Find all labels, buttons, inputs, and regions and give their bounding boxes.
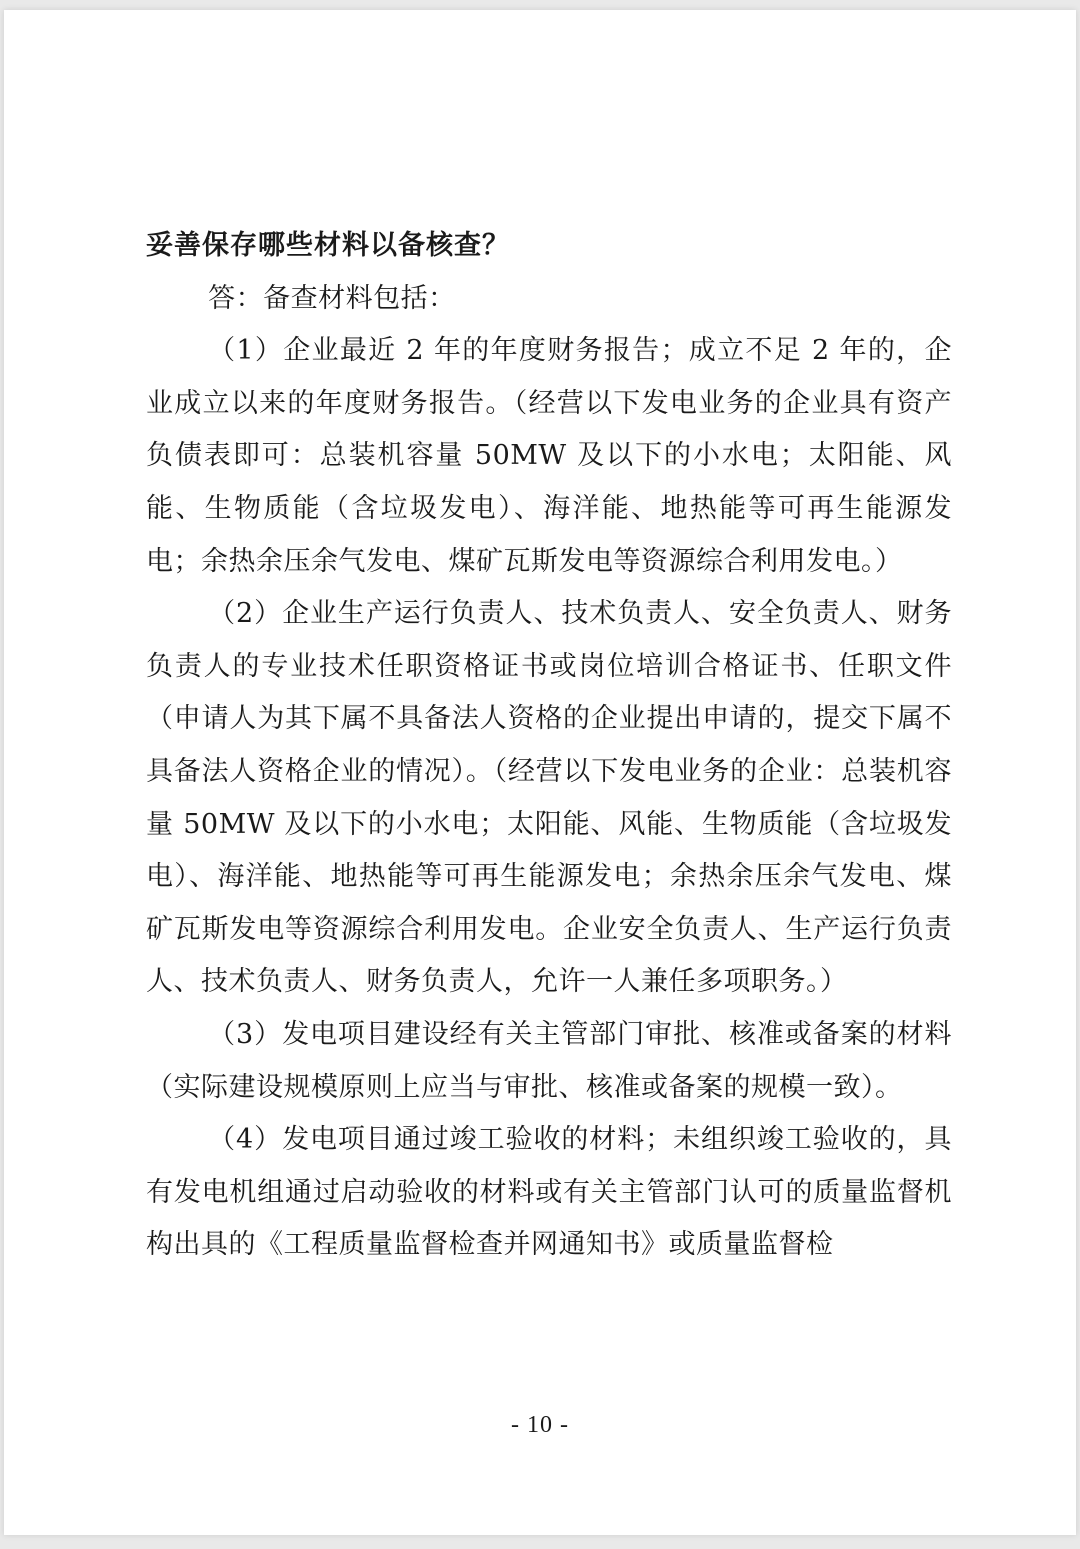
item-3-paragraph: （3）发电项目建设经有关主管部门审批、核准或备案的材料（实际建设规模原则上应当与审批、核准或备案的规模一致）。 (146, 1018, 952, 1103)
item-2-paragraph: （2）企业生产运行负责人、技术负责人、安全负责人、财务负责人的专业技术任职资格证书或岗位培训合格证书、任职文件（申请人为其下属不具备法人资格的企业提出申请的，提交下属不具备法人资格企业的情况）。（经营以下发电业务的企业：总装机容量 50MW 及以下的小水电；太阳能、风能、生物质能（含垃圾发电）、海洋能、地热能等可再生能源发电；余热余压余气发电、煤矿瓦斯发电等资源综合利用发电。企业安全负责人、生产运行负责人、技术负责人、财务负责人，允许一人兼任多项职务。） (146, 598, 952, 998)
document-page (4, 10, 1076, 1535)
page-number: - 10 - (511, 1412, 569, 1438)
item-4-paragraph: （4）发电项目通过竣工验收的材料；未组织竣工验收的，具有发电机组通过启动验收的材料或有关主管部门认可的质量监督机构出具的《工程质量监督检查并网通知书》或质量监督检 (146, 1124, 952, 1261)
question-heading: 妥善保存哪些材料以备核查？ (146, 230, 510, 261)
answer-intro: 答：备查材料包括： (208, 282, 456, 314)
document-body (146, 220, 952, 1272)
item-1-paragraph: （1）企业最近 2 年的年度财务报告；成立不足 2 年的，企业成立以来的年度财务报告。（经营以下发电业务的企业具有资产负债表即可：总装机容量 50MW 及以下的小水电；太阳能、风能、生物质能（含垃圾发电）、海洋能、地热能等可再生能源发电；余热余压余气发电、煤矿瓦斯发电等资源综合利用发电。） (146, 335, 952, 577)
